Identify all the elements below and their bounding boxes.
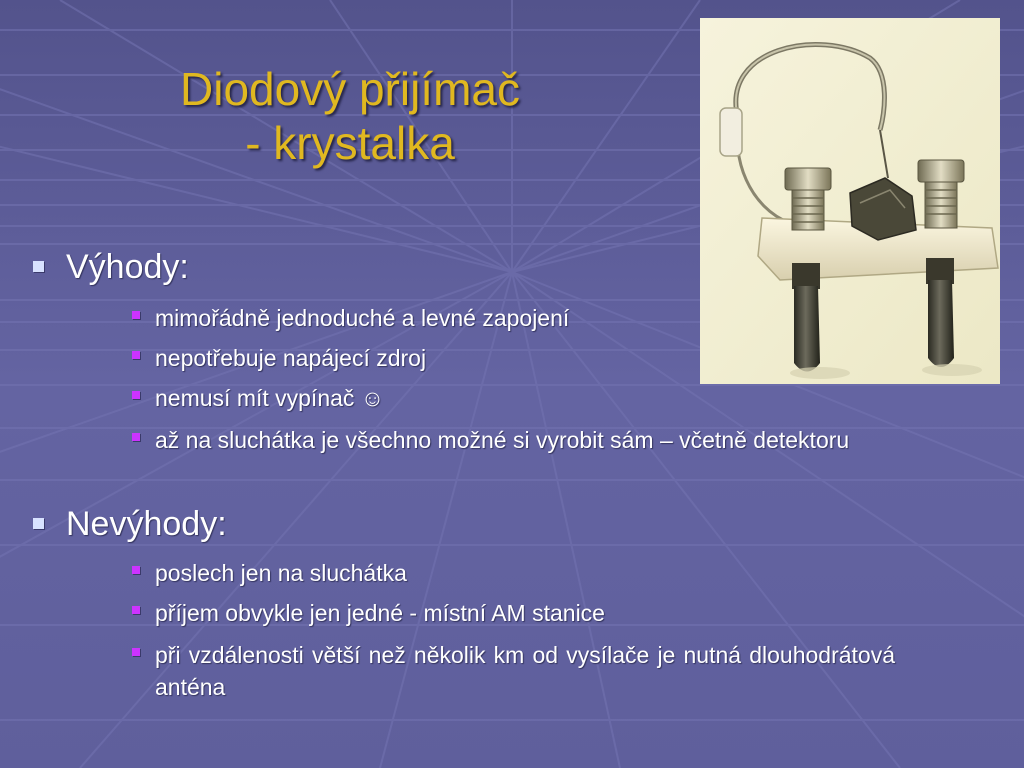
advantages-heading: Výhody: <box>66 248 189 286</box>
square-bullet-icon <box>33 518 44 529</box>
disadvantage-item <box>155 597 895 629</box>
square-bullet-icon <box>132 566 140 574</box>
advantage-item <box>155 424 895 456</box>
square-bullet-icon <box>132 606 140 614</box>
square-bullet-icon <box>132 391 140 399</box>
square-bullet-icon <box>132 648 140 656</box>
square-bullet-icon <box>33 261 44 272</box>
disadvantage-item <box>155 639 895 703</box>
advantage-text: mimořádně jednoduché a levné zapojení <box>155 305 570 331</box>
disadvantage-item <box>155 557 895 589</box>
title-line-1: Diodový přijímač <box>180 63 520 115</box>
disadvantages-item <box>66 505 227 544</box>
square-bullet-icon <box>132 311 140 319</box>
square-bullet-icon <box>132 433 140 441</box>
disadvantage-text: poslech jen na sluchátka <box>155 560 407 586</box>
advantage-item <box>155 382 895 414</box>
advantage-item <box>155 302 895 334</box>
disadvantage-text: příjem obvykle jen jedné - místní AM stanice <box>155 600 605 626</box>
advantage-item <box>155 342 895 374</box>
advantage-text: nepotřebuje napájecí zdroj <box>155 345 427 371</box>
advantage-text: až na sluchátka je všechno možné si vyrobit sám – včetně detektoru <box>155 427 850 453</box>
advantage-text: nemusí mít vypínač ☺ <box>155 385 385 411</box>
title-line-2: - krystalka <box>245 117 455 170</box>
square-bullet-icon <box>132 351 140 359</box>
advantages-item <box>66 248 189 287</box>
disadvantages-heading: Nevýhody: <box>66 505 227 543</box>
disadvantage-text: při vzdálenosti větší než několik km od vysílače je nutná dlouhodrátová anténa <box>155 642 895 700</box>
